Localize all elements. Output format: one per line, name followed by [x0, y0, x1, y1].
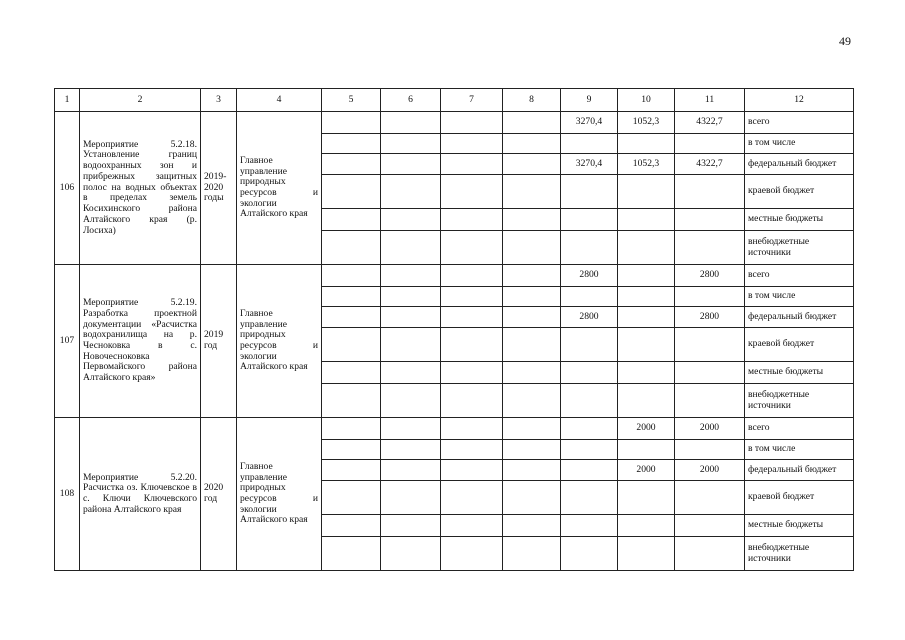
cell-col9 [561, 287, 618, 307]
header-cell: 2 [80, 89, 201, 112]
funding-source: местные бюджеты [745, 209, 854, 231]
cell-col11 [675, 362, 745, 384]
cell-col5 [322, 154, 381, 175]
cell-col6 [381, 175, 441, 209]
cell-col6 [381, 307, 441, 328]
cell-col9: 2800 [561, 265, 618, 287]
cell-col8 [503, 481, 561, 515]
funding-source: всего [745, 265, 854, 287]
cell-col8 [503, 231, 561, 265]
cell-col10 [618, 328, 675, 362]
cell-col5 [322, 265, 381, 287]
cell-col11 [675, 134, 745, 154]
cell-col10: 2000 [618, 460, 675, 481]
cell-col7 [441, 175, 503, 209]
cell-col10 [618, 134, 675, 154]
cell-col6 [381, 134, 441, 154]
cell-col5 [322, 231, 381, 265]
cell-col5 [322, 515, 381, 537]
cell-col11 [675, 209, 745, 231]
cell-col10 [618, 537, 675, 571]
cell-col10 [618, 265, 675, 287]
header-cell: 8 [503, 89, 561, 112]
header-cell: 7 [441, 89, 503, 112]
cell-col9: 3270,4 [561, 154, 618, 175]
cell-col7 [441, 328, 503, 362]
cell-col5 [322, 440, 381, 460]
cell-col6 [381, 328, 441, 362]
funding-source: всего [745, 112, 854, 134]
cell-col7 [441, 537, 503, 571]
cell-col11: 2800 [675, 265, 745, 287]
cell-col5 [322, 460, 381, 481]
header-cell: 5 [322, 89, 381, 112]
funding-source: федеральный бюджет [745, 460, 854, 481]
cell-col7 [441, 460, 503, 481]
cell-col11 [675, 328, 745, 362]
cell-col5 [322, 418, 381, 440]
cell-col5 [322, 328, 381, 362]
header-cell: 6 [381, 89, 441, 112]
cell-col8 [503, 287, 561, 307]
cell-col9 [561, 537, 618, 571]
cell-col7 [441, 515, 503, 537]
row-number: 107 [55, 265, 80, 418]
funding-source: федеральный бюджет [745, 307, 854, 328]
cell-col8 [503, 134, 561, 154]
cell-col8 [503, 418, 561, 440]
funding-source: в том числе [745, 287, 854, 307]
cell-col5 [322, 287, 381, 307]
cell-col6 [381, 440, 441, 460]
funding-source: федеральный бюджет [745, 154, 854, 175]
responsible-org: Главное управление природных ресурсов и экологии Алтайского края [237, 265, 322, 418]
cell-col10 [618, 362, 675, 384]
cell-col11: 4322,7 [675, 154, 745, 175]
responsible-org: Главное управление природных ресурсов и экологии Алтайского края [237, 418, 322, 571]
cell-col9 [561, 175, 618, 209]
cell-col6 [381, 537, 441, 571]
cell-col10 [618, 440, 675, 460]
funding-source: местные бюджеты [745, 515, 854, 537]
cell-col7 [441, 112, 503, 134]
cell-col9 [561, 515, 618, 537]
cell-col8 [503, 154, 561, 175]
header-cell: 4 [237, 89, 322, 112]
cell-col10 [618, 287, 675, 307]
cell-col8 [503, 209, 561, 231]
funding-source: краевой бюджет [745, 175, 854, 209]
cell-col7 [441, 231, 503, 265]
header-cell: 12 [745, 89, 854, 112]
cell-col5 [322, 175, 381, 209]
cell-col6 [381, 481, 441, 515]
cell-col9 [561, 209, 618, 231]
funding-source: местные бюджеты [745, 362, 854, 384]
cell-col9 [561, 440, 618, 460]
page-number: 49 [839, 34, 851, 48]
period: 2019 год [201, 265, 237, 418]
cell-col11: 2800 [675, 307, 745, 328]
cell-col7 [441, 362, 503, 384]
cell-col11 [675, 515, 745, 537]
cell-col6 [381, 112, 441, 134]
cell-col9 [561, 418, 618, 440]
funding-source: внебюджетные источники [745, 384, 854, 418]
cell-col10 [618, 481, 675, 515]
cell-col8 [503, 384, 561, 418]
table-row [55, 265, 854, 287]
funding-source: всего [745, 418, 854, 440]
table-row [55, 418, 854, 440]
cell-col7 [441, 307, 503, 328]
cell-col7 [441, 134, 503, 154]
cell-col7 [441, 265, 503, 287]
cell-col5 [322, 537, 381, 571]
cell-col10 [618, 231, 675, 265]
funding-source: в том числе [745, 134, 854, 154]
cell-col7 [441, 440, 503, 460]
cell-col8 [503, 328, 561, 362]
cell-col6 [381, 418, 441, 440]
cell-col8 [503, 112, 561, 134]
funding-source: внебюджетные источники [745, 231, 854, 265]
cell-col5 [322, 481, 381, 515]
cell-col5 [322, 134, 381, 154]
cell-col11 [675, 440, 745, 460]
cell-col10 [618, 175, 675, 209]
period: 2019-2020 годы [201, 112, 237, 265]
measure-name: Мероприятие 5.2.18. Установление границ водоохранных зон и прибрежных защитных полос на водных объектах в пределах земель Косихинского района Алтайского края (р. Лосиха) [80, 112, 201, 265]
cell-col7 [441, 154, 503, 175]
cell-col6 [381, 209, 441, 231]
cell-col6 [381, 362, 441, 384]
header-cell: 1 [55, 89, 80, 112]
cell-col6 [381, 231, 441, 265]
cell-col8 [503, 440, 561, 460]
cell-col11: 2000 [675, 418, 745, 440]
cell-col10 [618, 209, 675, 231]
cell-col11 [675, 231, 745, 265]
cell-col7 [441, 384, 503, 418]
cell-col5 [322, 362, 381, 384]
responsible-org: Главное управление природных ресурсов и экологии Алтайского края [237, 112, 322, 265]
cell-col9 [561, 328, 618, 362]
cell-col11 [675, 481, 745, 515]
cell-col11: 4322,7 [675, 112, 745, 134]
cell-col9 [561, 231, 618, 265]
cell-col10 [618, 515, 675, 537]
header-cell: 3 [201, 89, 237, 112]
cell-col10: 2000 [618, 418, 675, 440]
cell-col10: 1052,3 [618, 112, 675, 134]
cell-col10 [618, 307, 675, 328]
cell-col9 [561, 134, 618, 154]
cell-col7 [441, 209, 503, 231]
row-number: 106 [55, 112, 80, 265]
cell-col11 [675, 537, 745, 571]
cell-col6 [381, 515, 441, 537]
budget-table [54, 88, 854, 571]
cell-col8 [503, 537, 561, 571]
cell-col8 [503, 265, 561, 287]
period: 2020 год [201, 418, 237, 571]
measure-name: Мероприятие 5.2.19. Разработка проектной документации «Расчистка водохранилища на р. Чесноковка в с. Новочесноковка Первомайского района Алтайского края» [80, 265, 201, 418]
cell-col7 [441, 481, 503, 515]
cell-col9 [561, 460, 618, 481]
header-cell: 11 [675, 89, 745, 112]
cell-col9 [561, 384, 618, 418]
cell-col5 [322, 384, 381, 418]
cell-col10: 1052,3 [618, 154, 675, 175]
cell-col9 [561, 481, 618, 515]
cell-col7 [441, 418, 503, 440]
cell-col6 [381, 384, 441, 418]
cell-col11 [675, 384, 745, 418]
cell-col10 [618, 384, 675, 418]
cell-col8 [503, 175, 561, 209]
cell-col7 [441, 287, 503, 307]
header-cell: 10 [618, 89, 675, 112]
funding-source: в том числе [745, 440, 854, 460]
cell-col8 [503, 460, 561, 481]
funding-source: краевой бюджет [745, 481, 854, 515]
cell-col11 [675, 287, 745, 307]
cell-col5 [322, 307, 381, 328]
cell-col8 [503, 515, 561, 537]
measure-name: Мероприятие 5.2.20. Расчистка оз. Ключевское в с. Ключи Ключевского района Алтайского края [80, 418, 201, 571]
table-row [55, 112, 854, 134]
funding-source: внебюджетные источники [745, 537, 854, 571]
funding-source: краевой бюджет [745, 328, 854, 362]
cell-col11: 2000 [675, 460, 745, 481]
cell-col9: 3270,4 [561, 112, 618, 134]
cell-col6 [381, 460, 441, 481]
cell-col8 [503, 307, 561, 328]
cell-col9 [561, 362, 618, 384]
cell-col11 [675, 175, 745, 209]
cell-col6 [381, 287, 441, 307]
cell-col5 [322, 209, 381, 231]
cell-col9: 2800 [561, 307, 618, 328]
header-row [55, 89, 854, 112]
cell-col8 [503, 362, 561, 384]
cell-col5 [322, 112, 381, 134]
header-cell: 9 [561, 89, 618, 112]
cell-col6 [381, 265, 441, 287]
cell-col6 [381, 154, 441, 175]
row-number: 108 [55, 418, 80, 571]
